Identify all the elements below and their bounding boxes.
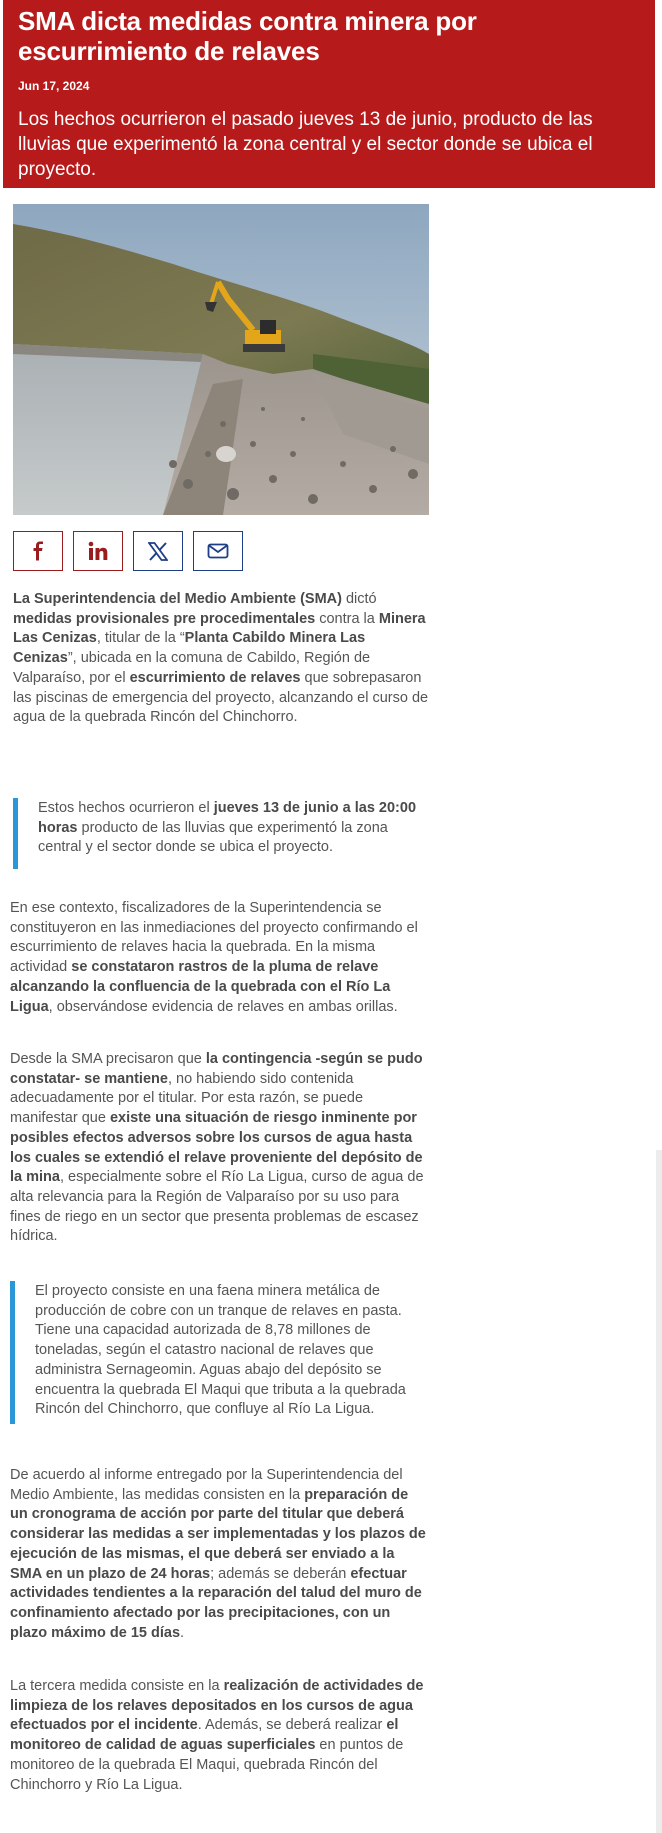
x-icon <box>148 542 168 561</box>
text-run: El proyecto consiste en una faena minera metálica de producción de cobre con un tranque de relaves en pasta. Tiene una capacidad autorizada de 8,78 millones de toneladas, según el catastro nacional de relaves que administra Sernageomin. Aguas abajo del depósito se encuentra la quebrada El Maqui que tributa a la quebrada Rincón del Chinchorro, que confluye al Río La Ligua. <box>35 1283 406 1418</box>
share-email-button[interactable] <box>193 531 243 571</box>
text-run: en puntos de monitoreo de la quebrada El Maqui, quebrada Rincón del Chinchorro y Río La Ligua. <box>10 1737 404 1793</box>
text-run: En ese contexto, fiscalizadores de la Superintendencia se constituyeron en las inmediaciones del proyecto confirmando el escurrimiento de relaves hacia la quebrada. En la misma actividad <box>10 900 418 976</box>
text-run: , especialmente sobre el Río La Ligua, curso de agua de alta relevancia para la Región de Valparaíso por su uso para fines de riego en un sector que presenta problemas de escasez hídrica. <box>10 1169 424 1245</box>
blockquote-2 <box>10 1281 428 1424</box>
share-x-button[interactable] <box>133 531 183 571</box>
article-lead: Los hechos ocurrieron el pasado jueves 13 de junio, producto de las lluvias que experimentó la zona central y el sector donde se ubica el proyecto. <box>18 109 593 180</box>
text-run: que sobrepasaron las piscinas de emergencia del proyecto, alcanzando el curso de agua de la quebrada Rincón del Chinchorro. <box>13 669 429 726</box>
blockquote-2-text <box>35 1282 428 1420</box>
bold-text: se constataron rastros de la pluma de relave alcanzando la confluencia de la quebrada con el Río La Ligua <box>10 959 391 1015</box>
blockquote-1-text <box>38 799 431 858</box>
paragraph-3 <box>10 1050 430 1247</box>
scrollbar[interactable] <box>656 1150 662 1833</box>
text-run: De acuerdo al informe entregado por la Superintendencia del Medio Ambiente, las medidas consisten en la <box>10 1467 403 1503</box>
share-linkedin-button[interactable] <box>73 531 123 571</box>
share-bar <box>13 531 243 571</box>
bold-text: medidas provisionales pre procedimentales <box>13 610 316 627</box>
text-run: , no habiendo sido contenida adecuadamente por el titular. Por esta razón, se puede manifestar que <box>10 1070 364 1127</box>
paragraph-2 <box>10 899 428 1017</box>
bold-text: la contingencia -según se pudo constatar- se mantiene <box>10 1051 423 1087</box>
bold-text: Minera Las Cenizas <box>13 610 426 647</box>
bold-text: escurrimiento de relaves <box>129 669 301 686</box>
text-run: , observándose evidencia de relaves en ambas orillas. <box>48 998 398 1015</box>
paragraph-4 <box>10 1466 428 1643</box>
text-run: Desde la SMA precisaron que <box>10 1051 206 1067</box>
facebook-icon <box>29 541 47 561</box>
mail-icon <box>207 543 229 559</box>
bold-text: el monitoreo de calidad de aguas superficiales <box>10 1717 399 1754</box>
publish-date: Jun 17, 2024 <box>18 79 90 93</box>
blockquote-1 <box>13 798 431 869</box>
bold-text: Planta Cabildo Minera Las Cenizas <box>13 630 366 667</box>
text-run: ”, ubicada en la comuna de Cabildo, Región de Valparaíso, por el <box>13 650 371 686</box>
text-run: Estos hechos ocurrieron el <box>38 800 214 816</box>
text-run: La tercera medida consiste en la <box>10 1678 224 1694</box>
bold-text: existe una situación de riesgo inminente por posibles efectos adversos sobre los cursos de agua hasta los cuales se extendió el relave proveniente del depósito de la mina <box>10 1110 423 1186</box>
bold-text: efectuar actividades tendientes a la reparación del talud del muro de confinamiento afectado por las precipitaciones, con un plazo máximo de 15 días <box>10 1565 422 1641</box>
paragraph-1 <box>13 590 431 728</box>
article-photo <box>13 204 429 515</box>
bold-text: La Superintendencia del Medio Ambiente (SMA) <box>13 591 342 607</box>
text-run: . Además, se deberá realizar <box>197 1717 387 1734</box>
text-run: . <box>180 1624 185 1641</box>
linkedin-icon <box>88 541 108 561</box>
paragraph-5 <box>10 1677 428 1795</box>
bold-text: jueves 13 de junio a las 20:00 horas <box>38 800 417 836</box>
bold-text: realización de actividades de limpieza de los relaves depositados en los cursos de agua efectuados por el incidente <box>10 1678 424 1734</box>
text-run: , titular de la “ <box>96 630 185 647</box>
excavator-tailings-photo <box>13 204 429 515</box>
article-title: SMA dicta medidas contra minera por escurrimiento de relaves <box>18 6 477 66</box>
bold-text: preparación de un cronograma de acción por parte del titular que deberá considerar las medidas a ser implementadas y los plazos de ejecución de las mismas, el que deberá ser enviado a la SMA en un plazo de 24 horas <box>10 1486 426 1582</box>
text-run: producto de las lluvias que experimentó la zona central y el sector donde se ubica el proyecto. <box>38 819 388 856</box>
share-facebook-button[interactable] <box>13 531 63 571</box>
text-run: ; además se deberán <box>210 1565 351 1582</box>
text-run: contra la <box>315 610 379 627</box>
article-header <box>3 0 655 188</box>
text-run: dictó <box>341 591 377 607</box>
